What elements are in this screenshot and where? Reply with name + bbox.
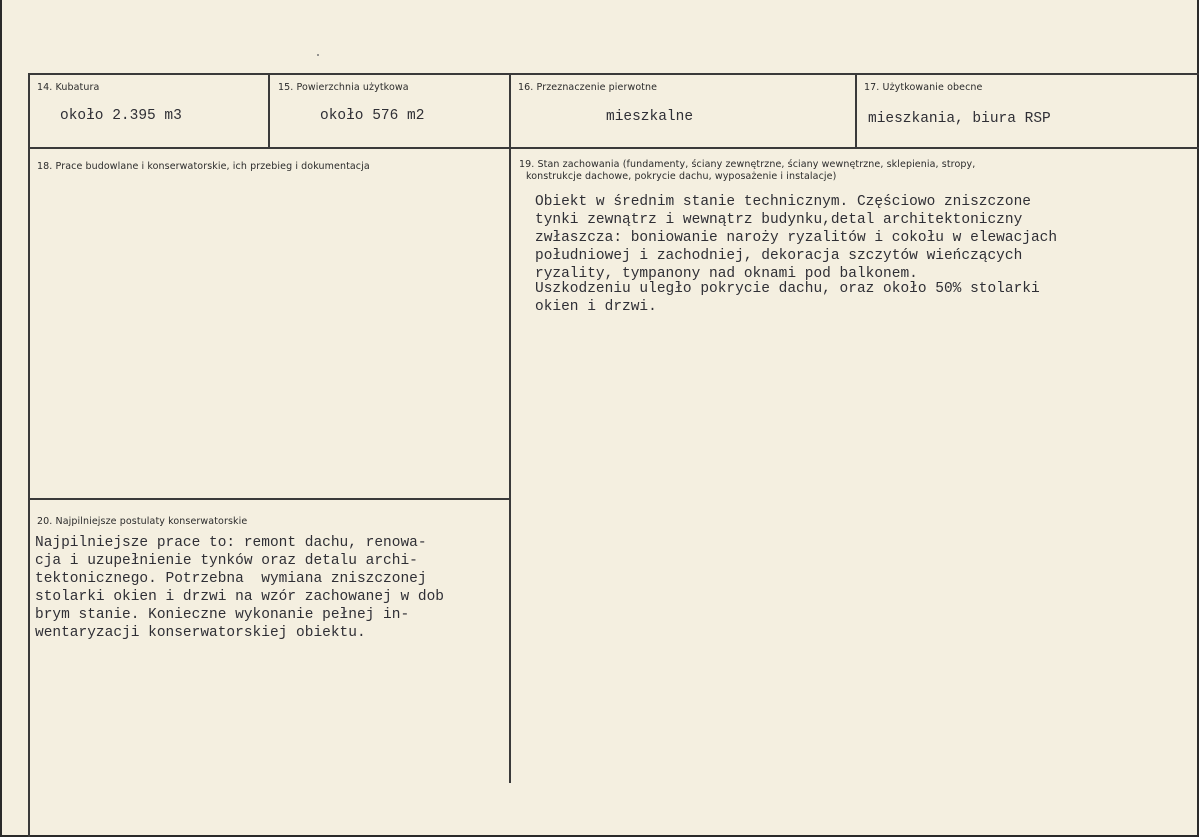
field-16-label: 16. Przeznaczenie pierwotne xyxy=(518,82,658,93)
field-19-text-line: ryzality, tympanony nad oknami pod balkonem. xyxy=(535,266,918,282)
field-19-text-line: tynki zewnątrz i wewnątrz budynku,detal architektoniczny xyxy=(535,212,1023,228)
field-17-label: 17. Użytkowanie obecne xyxy=(864,82,983,93)
field-19-text-line: Uszkodzeniu uległo pokrycie dachu, oraz około 50% stolarki xyxy=(535,281,1040,297)
left-margin-rule xyxy=(28,73,30,837)
field-17-value: mieszkania, biura RSP xyxy=(868,111,1051,127)
field-20-label: 20. Najpilniejsze postulaty konserwatorskie xyxy=(37,516,248,527)
col-divider-1 xyxy=(268,74,270,148)
field-19-text-line: południowej i zachodniej, dekoracja szczytów wieńczących xyxy=(535,248,1023,264)
field-20-text-line: Najpilniejsze prace to: remont dachu, renowa- xyxy=(35,535,427,551)
field-20-text-line: stolarki okien i drzwi na wzór zachowanej w dob xyxy=(35,589,444,605)
row1-bottom-rule xyxy=(28,147,1199,149)
paper-speck xyxy=(317,54,319,56)
main-col-divider xyxy=(509,148,511,783)
field-19-text-line: Obiekt w średnim stanie technicznym. Częściowo zniszczone xyxy=(535,194,1031,210)
field-20-text-line: tektonicznego. Potrzebna wymiana zniszczonej xyxy=(35,571,427,587)
field-14-value: około 2.395 m3 xyxy=(60,108,182,124)
field-18-label: 18. Prace budowlane i konserwatorskie, ich przebieg i dokumentacja xyxy=(37,161,370,172)
field-15-label: 15. Powierzchnia użytkowa xyxy=(278,82,409,93)
field-20-text-line: cja i uzupełnienie tynków oraz detalu archi- xyxy=(35,553,418,569)
field-16-value: mieszkalne xyxy=(606,109,694,125)
col-divider-2 xyxy=(509,74,511,148)
field-19-text-line: zwłaszcza: boniowanie naroży ryzalitów i cokołu w elewacjach xyxy=(535,230,1058,246)
field-19-label-line-1: 19. Stan zachowania (fundamenty, ściany zewnętrzne, ściany wewnętrzne, sklepienia, stropy, xyxy=(519,159,976,170)
field-20-text-line: brym stanie. Konieczne wykonanie pełnej in- xyxy=(35,607,410,623)
field-15-value: około 576 m2 xyxy=(320,108,425,124)
field-19-text-line: okien i drzwi. xyxy=(535,299,657,315)
top-rule xyxy=(28,73,1199,75)
field-14-label: 14. Kubatura xyxy=(37,82,100,93)
section-18-bottom-rule xyxy=(29,498,510,500)
field-20-text-line: wentaryzacji konserwatorskiej obiektu. xyxy=(35,625,366,641)
col-divider-3 xyxy=(855,74,857,148)
field-19-label-line-2: konstrukcje dachowe, pokrycie dachu, wyposażenie i instalacje) xyxy=(526,171,837,182)
